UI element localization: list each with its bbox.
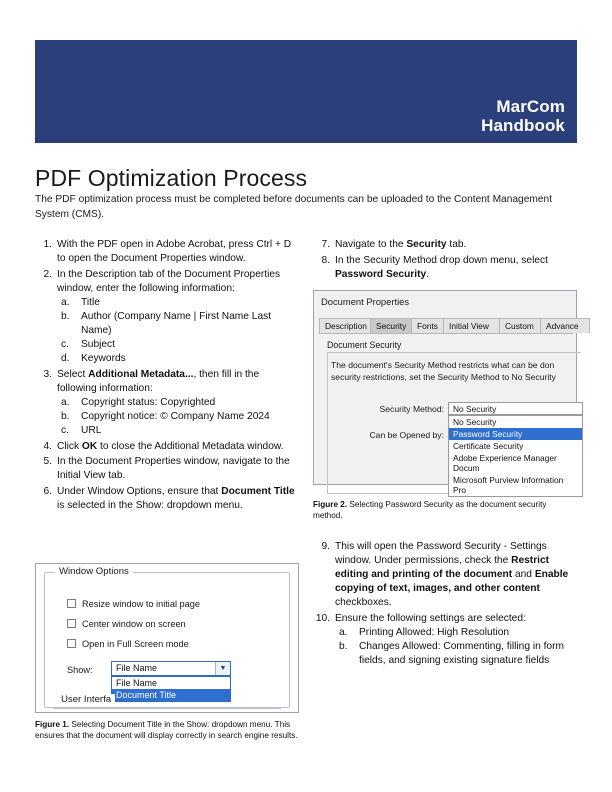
- header-title-line2: Handbook: [481, 115, 565, 135]
- checkbox-label: Open in Full Screen mode: [82, 639, 189, 649]
- step-item: [313, 254, 577, 282]
- step-item: [35, 485, 300, 513]
- sub-step-item: [57, 410, 300, 424]
- dropdown-option[interactable]: Adobe Experience Manager Docum: [453, 453, 557, 473]
- checkbox-resize-window[interactable]: [67, 599, 200, 609]
- sub-step-item: [57, 296, 300, 310]
- can-be-opened-by-label: Can be Opened by:: [369, 430, 444, 440]
- show-combo-value: File Name: [116, 663, 158, 673]
- sub-step-item: [57, 352, 300, 366]
- step-item: [35, 268, 300, 367]
- tab-security[interactable]: Security: [370, 318, 412, 333]
- step-text: In the Document Properties window, navigate to the Initial View tab.: [57, 456, 290, 482]
- figure-document-properties-security: [313, 290, 579, 495]
- dropdown-option[interactable]: Microsoft Purview Information Pro: [453, 475, 564, 495]
- tab-description[interactable]: Description: [319, 318, 371, 333]
- tab-fonts[interactable]: Fonts: [411, 318, 444, 333]
- step-item: [313, 612, 577, 668]
- chevron-down-icon[interactable]: ▼: [215, 662, 230, 675]
- sub-steps-list: [57, 396, 300, 438]
- step-item: [313, 540, 577, 610]
- checkbox-icon[interactable]: [67, 639, 76, 648]
- figure1-caption-text: Selecting Document Title in the Show: dropdown menu. This ensures that the document will display correctly in search engine results.: [35, 720, 298, 741]
- sub-step-number: b.: [61, 310, 70, 322]
- sub-step-text: Copyright status: Copyrighted: [81, 396, 216, 408]
- panel-legend: Document Security: [327, 340, 402, 350]
- step-text: In the Description tab of the Document Properties window, enter the following information:: [57, 268, 281, 294]
- user-interface-divider: [53, 708, 281, 709]
- checkbox-icon[interactable]: [67, 599, 76, 608]
- sub-step-number: b.: [61, 410, 70, 422]
- sub-step-number: b.: [339, 641, 348, 653]
- sub-steps-list: [57, 296, 300, 366]
- window-options-group: [44, 566, 290, 708]
- header-title-line1: MarCom: [496, 96, 565, 116]
- right-column-bottom: [313, 540, 577, 670]
- panel-note: The document's Security Method restricts what can be don security restrictions, set the Security Method to No Security: [331, 360, 556, 383]
- security-method-combo[interactable]: No Security: [448, 402, 583, 415]
- steps-list-right-bottom: [313, 540, 577, 668]
- step-item: [35, 455, 300, 483]
- security-panel: [319, 333, 573, 495]
- page-title: PDF Optimization Process: [35, 165, 308, 191]
- step-text: In the Security Method drop down menu, select Password Security.: [335, 254, 548, 280]
- checkbox-label: Center window on screen: [82, 619, 186, 629]
- step-text: Navigate to the Security tab.: [335, 239, 467, 250]
- checkbox-icon[interactable]: [67, 619, 76, 628]
- sub-step-item: [57, 338, 300, 352]
- sub-step-text: Subject: [81, 339, 115, 351]
- security-method-label: Security Method:: [379, 404, 444, 414]
- step-number: 8.: [321, 254, 330, 266]
- sub-step-text: Title: [81, 296, 100, 308]
- steps-list-right-top: [313, 238, 577, 282]
- sub-step-item: [57, 396, 300, 410]
- dropdown-option[interactable]: Certificate Security: [453, 441, 524, 451]
- tab-advance[interactable]: Advance: [540, 318, 590, 333]
- step-item: [35, 440, 300, 454]
- tab-initial-view[interactable]: Initial View: [443, 318, 500, 333]
- step-item: [313, 238, 577, 252]
- step-number: 5.: [43, 456, 52, 468]
- show-dropdown[interactable]: [111, 676, 231, 702]
- sub-step-number: a.: [61, 296, 70, 308]
- intro-paragraph: The PDF optimization process must be completed before documents can be uploaded to the Content Management System (CMS).: [35, 194, 553, 220]
- dropdown-option[interactable]: No Security: [453, 417, 497, 427]
- checkbox-center-window[interactable]: [67, 619, 186, 629]
- figure2-caption: [313, 499, 575, 521]
- step-text: Click OK to close the Additional Metadata window.: [57, 440, 284, 452]
- sub-step-text: Printing Allowed: High Resolution: [359, 626, 510, 638]
- step-number: 2.: [43, 268, 52, 280]
- sub-step-item: [335, 640, 577, 668]
- step-text: Select Additional Metadata..., then fill in the following information:: [57, 368, 260, 394]
- sub-step-number: a.: [61, 396, 70, 408]
- step-text: Under Window Options, ensure that Document Title is selected in the Show: dropdown menu.: [57, 485, 295, 511]
- right-column-top: [313, 238, 577, 283]
- steps-list-left: [35, 238, 300, 513]
- sub-step-item: [335, 626, 577, 640]
- sub-step-number: c.: [61, 425, 69, 437]
- sub-step-item: [57, 424, 300, 438]
- sub-step-item: [57, 310, 300, 338]
- header-band: [35, 40, 577, 143]
- sub-step-number: c.: [61, 339, 69, 351]
- dropdown-option[interactable]: File Name: [116, 678, 158, 688]
- figure2-caption-text: Selecting Password Security as the document security method.: [313, 500, 547, 521]
- sub-step-text: Keywords: [81, 353, 126, 365]
- step-number: 7.: [321, 239, 330, 250]
- step-item: [35, 368, 300, 438]
- sub-step-text: Copyright notice: © Company Name 2024: [81, 410, 270, 422]
- window-options-legend: Window Options: [55, 566, 133, 577]
- left-column: [35, 238, 300, 514]
- header-title: [481, 97, 565, 135]
- step-item: [35, 238, 300, 266]
- figure1-caption: [35, 719, 303, 741]
- figure2-caption-label: Figure 2.: [313, 500, 348, 509]
- dropdown-option[interactable]: Document Title: [112, 689, 230, 701]
- figure-window-options: [35, 563, 299, 713]
- dialog-tabs: [319, 318, 579, 333]
- step-number: 4.: [43, 440, 52, 452]
- tab-custom[interactable]: Custom: [499, 318, 541, 333]
- sub-step-text: URL: [81, 425, 102, 437]
- step-number: 6.: [43, 485, 52, 497]
- sub-step-number: a.: [339, 626, 348, 638]
- step-text: Ensure the following settings are selected:: [335, 612, 526, 624]
- sub-step-number: d.: [61, 353, 70, 365]
- sub-step-text: Changes Allowed: Commenting, filling in form fields, and signing existing signature fields: [359, 641, 564, 667]
- sub-steps-list: [335, 626, 577, 668]
- security-method-dropdown[interactable]: [448, 415, 583, 497]
- step-number: 9.: [321, 541, 330, 552]
- show-label: Show:: [67, 665, 93, 675]
- sub-step-text: Author (Company Name | First Name Last Name): [81, 310, 272, 336]
- dropdown-option[interactable]: Password Security: [449, 428, 582, 440]
- step-number: 10.: [315, 612, 330, 624]
- user-interface-legend: User Interfa: [57, 694, 115, 705]
- show-combo[interactable]: [111, 661, 231, 676]
- checkbox-full-screen[interactable]: [67, 639, 189, 649]
- dialog-title: Document Properties: [321, 296, 410, 307]
- step-text: This will open the Password Security - Settings window. Under permissions, check the Restrict editing and printing of the document and Enable copying of text, images, and other content checkboxes.: [335, 541, 569, 609]
- figure1-caption-label: Figure 1.: [35, 720, 70, 729]
- step-number: 1.: [43, 239, 52, 250]
- step-text: With the PDF open in Adobe Acrobat, press Ctrl + D to open the Document Properties window.: [57, 239, 292, 265]
- step-number: 3.: [43, 368, 52, 380]
- checkbox-label: Resize window to initial page: [82, 599, 200, 609]
